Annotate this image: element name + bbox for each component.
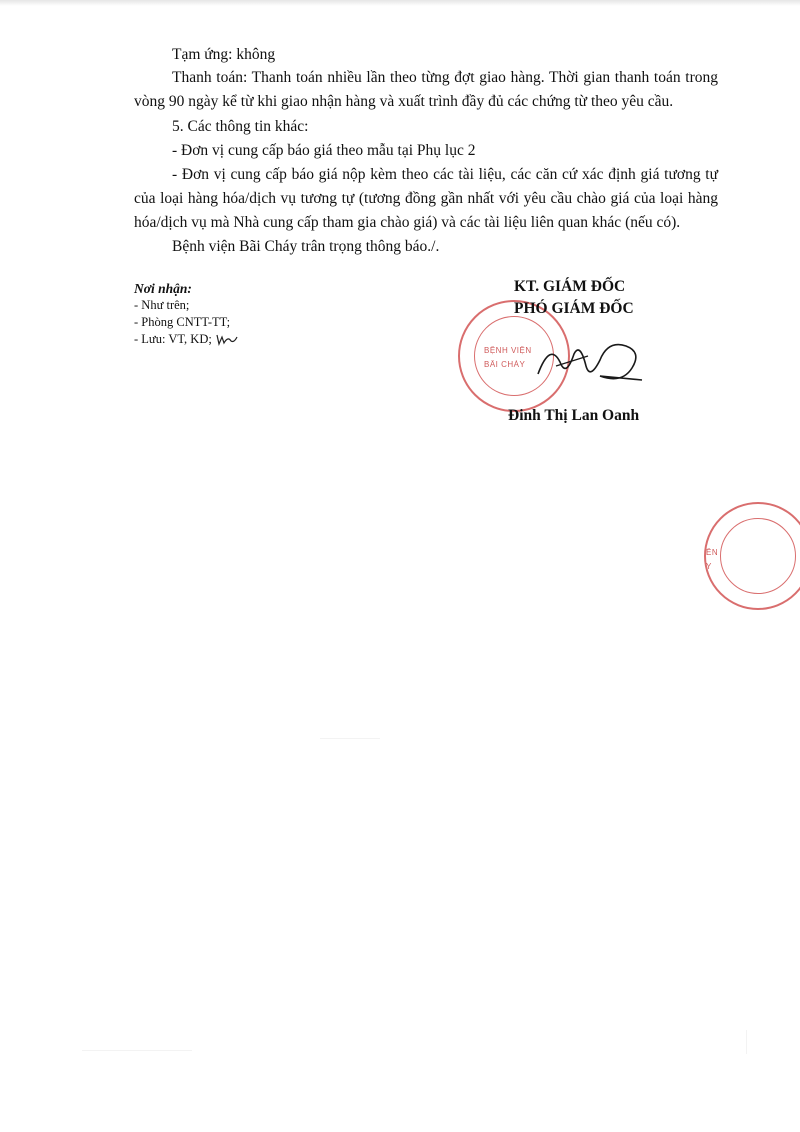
scan-artifact [82,1050,192,1051]
recipient-item: - Phòng CNTT-TT; [134,315,231,329]
partial-stamp [704,502,800,610]
payment-line-1: Thanh toán: Thanh toán nhiều lần theo từng đợt giao hàng. Thời gian thanh toán trong [172,69,718,86]
payment-line-2: vòng 90 ngày kể từ khi giao nhận hàng và xuất trình đầy đủ các chứng từ theo yêu cầu. [134,93,674,110]
other-info-item-2-line-1: - Đơn vị cung cấp báo giá nộp kèm theo các tài liệu, các căn cứ xác định giá tương tự [172,166,718,183]
scan-artifact [320,738,380,739]
recipient-item: - Như trên; [134,298,190,312]
section-5-heading: 5. Các thông tin khác: [172,118,309,135]
recipients-block [134,280,239,348]
recipient-item: - Lưu: VT, KD; [134,331,239,348]
handwritten-signature [530,332,650,392]
other-info-item-2-line-2: của loại hàng hóa/dịch vụ tương tự (tương đồng gần nhất với yêu cầu chào giá của loại hàng [134,190,718,207]
other-info-item-2-line-3: hóa/dịch vụ mà Nhà cung cấp tham gia chào giá) và các tài liệu liên quan khác (nếu có). [134,214,681,231]
other-info-item-1: - Đơn vị cung cấp báo giá theo mẫu tại Phụ lục 2 [172,142,476,159]
partial-stamp-text-1: ÊN [706,548,719,557]
advance-line: Tạm ứng: không [172,46,276,63]
recipients-title: Nơi nhận: [134,281,192,296]
signer-name: Đinh Thị Lan Oanh [508,407,640,424]
closing-line: Bệnh viện Bãi Cháy trân trọng thông báo./. [172,238,440,255]
signature-title-2: PHÓ GIÁM ĐỐC [514,300,634,317]
initials-mark [215,332,239,346]
signature-title-1: KT. GIÁM ĐỐC [514,278,626,295]
partial-stamp-text-2: Y [706,562,712,571]
stamp-text-line-2: BÃI CHÁY [484,360,526,369]
scan-artifact [746,1030,747,1054]
scan-top-edge [0,0,800,6]
stamp-text-line-1: BỆNH VIỆN [484,346,532,355]
